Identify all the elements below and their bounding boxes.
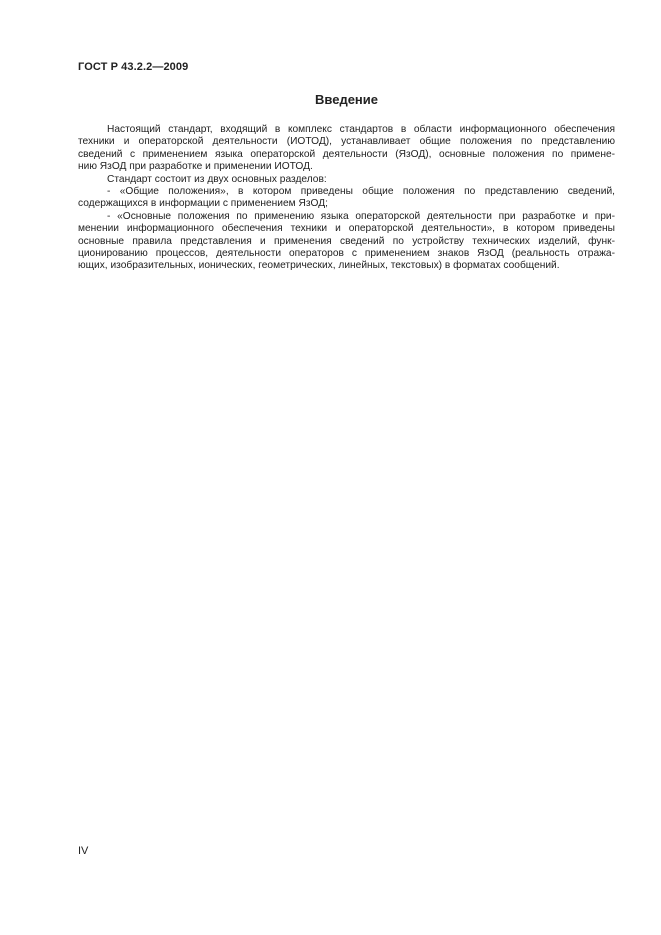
page-number: IV [78,845,89,857]
introduction-body [78,124,615,273]
standard-code-header: ГОСТ Р 43.2.2—2009 [78,61,189,73]
list-item-line: ющих, изобразительных, ионических, геометрических, линейных, текстовых) в форматах сообщений. [78,260,560,272]
paragraph-line: Настоящий стандарт, входящий в комплекс стандартов в области информационного обеспечения [107,124,615,135]
paragraph-line: сведений с применением языка операторской деятельности (ЯзОД), основные положения по примене- [78,148,615,160]
paragraph-line: техники и операторской деятельности (ИОТОД), устанавливает общие положения по представлению [78,136,615,148]
paragraph-line: Стандарт состоит из двух основных разделов: [107,173,327,185]
list-item-line: ционированию процессов, деятельности операторов с применением знаков ЯзОД (реальность отража- [78,248,615,260]
list-item-line: - «Общие положения», в котором приведены общие положения по представлению сведений, [107,186,615,198]
list-item-line: основные правила представления и применения сведений по устройству технических изделий, функ- [78,235,615,247]
list-item-line: менении информационного обеспечения техники и операторской деятельности», в котором приведены [78,223,615,235]
section-title: Введение [315,92,378,107]
list-item-line: содержащихся в информации с применением ЯзОД; [78,198,328,210]
paragraph-line: нию ЯзОД при разработке и применении ИОТОД. [78,161,313,173]
list-item-line: - «Основные положения по применению языка операторской деятельности при разработке и при- [107,210,615,222]
